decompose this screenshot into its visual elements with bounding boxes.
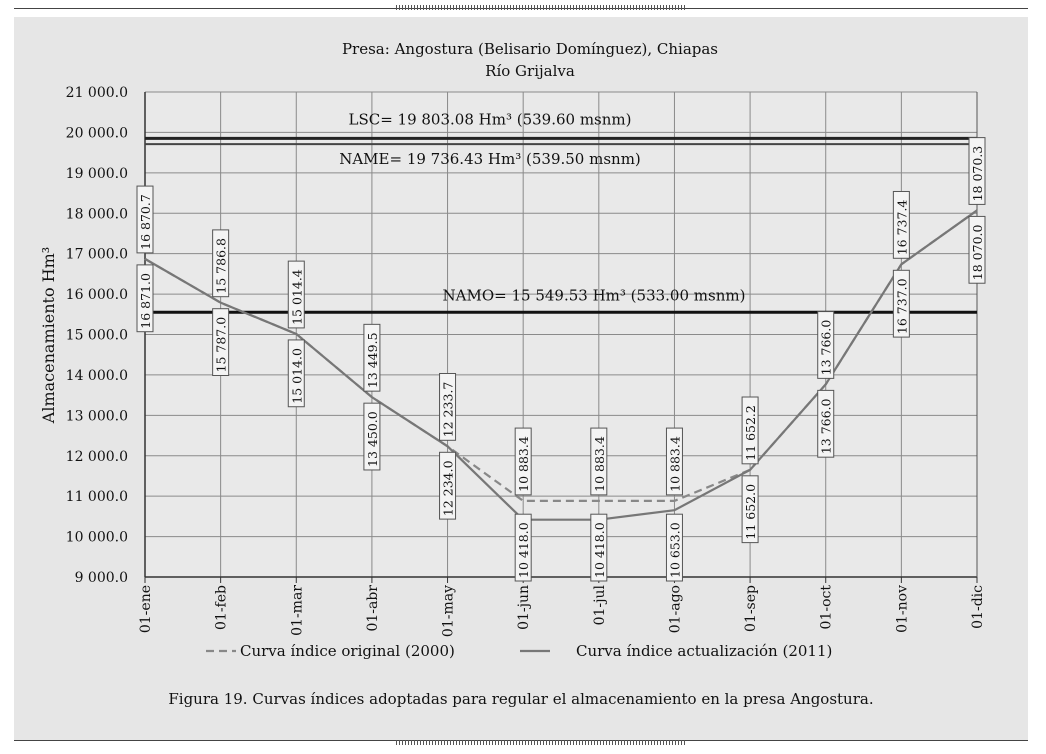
- y-tick-label: 19 000.0: [65, 165, 128, 182]
- y-tick-label: 17 000.0: [65, 246, 128, 263]
- figure-caption: Figura 19. Curvas índices adoptadas para regular el almacenamiento en la presa Angostura.: [168, 690, 874, 708]
- y-tick-label: 21 000.0: [65, 85, 128, 101]
- namo-label: NAMO= 15 549.53 Hm³ (533.00 msnm): [442, 286, 746, 305]
- data-label-original: 15 014.4: [289, 269, 305, 325]
- data-label-original: 10 883.4: [516, 436, 532, 492]
- data-label-original: 10 883.4: [591, 436, 607, 492]
- data-label-update: 15 787.0: [213, 316, 229, 373]
- x-tick-label: 01-dic: [970, 585, 986, 629]
- data-label-update: 13 766.0: [818, 398, 834, 455]
- y-axis-label: Almacenamiento Hm³: [39, 246, 58, 424]
- data-label-original: 16 870.7: [138, 194, 153, 250]
- data-label-original: 13 449.5: [364, 332, 380, 389]
- name-label: NAME= 19 736.43 Hm³ (539.50 msnm): [339, 150, 641, 169]
- x-tick-label: 01-sep: [743, 585, 760, 632]
- chart-subtitle: Río Grijalva: [485, 62, 575, 80]
- data-label-update: 10 653.0: [667, 522, 683, 578]
- data-label-original: 12 233.7: [440, 381, 456, 438]
- data-label-update: 18 070.0: [970, 224, 985, 281]
- y-tick-label: 9 000.0: [74, 570, 128, 586]
- x-tick-label: 01-abr: [364, 585, 381, 632]
- x-tick-label: 01-nov: [894, 585, 911, 633]
- data-label-update: 13 450.0: [364, 411, 380, 467]
- x-tick-label: 01-feb: [213, 585, 230, 630]
- x-tick-label: 01-mar: [289, 585, 306, 636]
- y-tick-label: 14 000.0: [65, 367, 128, 384]
- y-tick-label: 16 000.0: [65, 287, 128, 304]
- data-label-update: 12 234.0: [440, 460, 456, 517]
- legend-original-label: Curva índice original (2000): [240, 642, 455, 660]
- data-label-update: 11 652.0: [743, 483, 759, 540]
- legend-update-label: Curva índice actualización (2011): [576, 642, 833, 660]
- data-label-original: 18 070.3: [970, 145, 985, 202]
- x-tick-label: 01-ago: [667, 585, 684, 634]
- y-tick-label: 18 000.0: [65, 206, 128, 223]
- y-tick-label: 11 000.0: [65, 489, 128, 506]
- lsc-label: LSC= 19 803.08 Hm³ (539.60 msnm): [348, 110, 632, 129]
- y-tick-label: 10 000.0: [65, 529, 128, 546]
- data-label-original: 15 786.8: [213, 238, 229, 294]
- data-label-original: 16 737.4: [894, 199, 910, 256]
- y-tick-label: 15 000.0: [65, 327, 128, 344]
- x-tick-label: 01-oct: [818, 585, 835, 630]
- x-tick-label: 01-jun: [516, 585, 533, 630]
- data-label-update: 10 418.0: [516, 522, 532, 578]
- data-label-original: 10 883.4: [667, 436, 683, 492]
- data-label-update: 16 737.0: [894, 278, 910, 335]
- y-tick-label: 12 000.0: [65, 448, 128, 465]
- data-label-update: 10 418.0: [591, 522, 607, 578]
- data-label-original: 13 766.0: [818, 319, 834, 376]
- x-tick-label: 01-jul: [591, 585, 608, 626]
- y-tick-label: 20 000.0: [65, 125, 128, 142]
- data-label-update: 16 871.0: [138, 273, 153, 329]
- chart-title: Presa: Angostura (Belisario Domínguez), Chiapas: [341, 40, 719, 58]
- data-label-original: 11 652.2: [743, 405, 759, 461]
- x-tick-label: 01-ene: [138, 585, 154, 634]
- data-label-update: 15 014.0: [289, 348, 305, 404]
- y-tick-label: 13 000.0: [65, 408, 128, 425]
- x-tick-label: 01-may: [440, 585, 457, 638]
